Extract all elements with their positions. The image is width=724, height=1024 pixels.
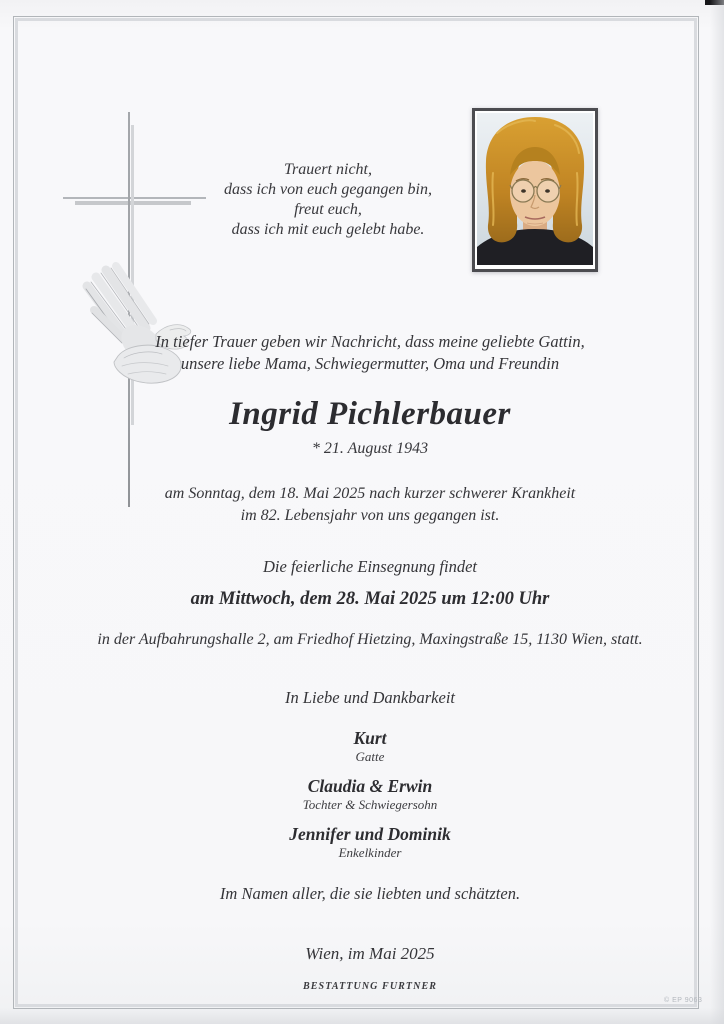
- mourner-name: Jennifer und Dominik: [289, 824, 451, 844]
- ceremony-datetime: am Mittwoch, dem 28. Mai 2025 um 12:00 Uhr: [190, 589, 550, 609]
- mourner-group: [16, 776, 724, 813]
- mourner-group: [16, 728, 724, 765]
- death-notice-line: am Sonntag, dem 18. Mai 2025 nach kurzer schwerer Krankheit: [164, 485, 576, 502]
- death-notice-line: im 82. Lebensjahr von uns gegangen ist.: [240, 507, 500, 524]
- mourner-group: [16, 824, 724, 861]
- epitaph-line: dass ich mit euch gelebt habe.: [231, 221, 425, 238]
- mourner-relation: Enkelkinder: [338, 845, 402, 860]
- announcement-line: In tiefer Trauer geben wir Nachricht, dass meine geliebte Gattin,: [155, 332, 585, 351]
- epitaph-line: dass ich von euch gegangen bin,: [224, 181, 432, 198]
- epitaph-line: Trauert nicht,: [283, 161, 372, 178]
- funeral-home-name: BESTATTUNG FURTNER: [303, 981, 437, 992]
- closing-line: Im Namen aller, die sie liebten und schätzten.: [219, 884, 521, 903]
- mourner-relation: Gatte: [355, 749, 385, 764]
- announcement: [16, 331, 724, 375]
- scan-shadow-bottom: [0, 1008, 724, 1024]
- death-notice: [16, 483, 724, 527]
- mourner-name: Claudia & Erwin: [307, 776, 433, 796]
- place-and-date: Wien, im Mai 2025: [305, 944, 435, 963]
- ceremony-intro: Die feierliche Einsegnung findet: [263, 557, 477, 576]
- birth-date: * 21. August 1943: [311, 440, 429, 457]
- gratitude-line: In Liebe und Dankbarkeit: [284, 688, 455, 707]
- ceremony-location: in der Aufbahrungshalle 2, am Friedhof Hietzing, Maxingstraße 15, 1130 Wien, statt.: [97, 631, 643, 648]
- mourner-relation: Tochter & Schwiegersohn: [302, 797, 438, 812]
- epitaph-verse: [128, 160, 528, 240]
- epitaph-line: freut euch,: [294, 201, 362, 218]
- deceased-name: Ingrid Pichlerbauer: [229, 396, 511, 432]
- print-mark: © EP 9063: [664, 997, 703, 1004]
- announcement-line: unsere liebe Mama, Schwiegermutter, Oma und Freundin: [180, 354, 560, 373]
- mourner-name: Kurt: [353, 728, 387, 748]
